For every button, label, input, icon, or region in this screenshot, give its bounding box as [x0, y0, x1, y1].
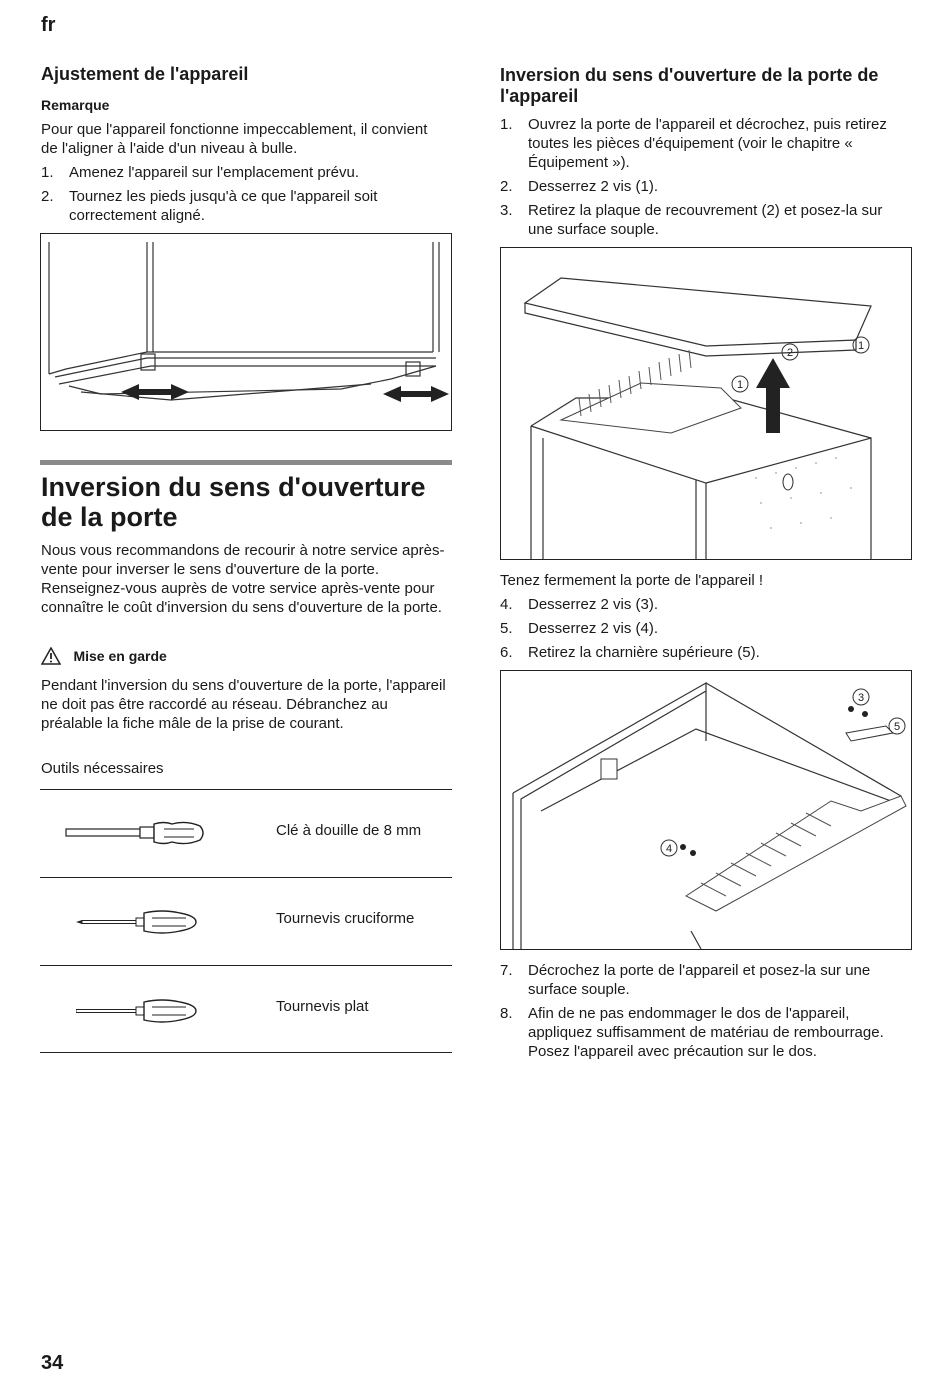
list-item: 5. Desserrez 2 vis (4).	[500, 620, 659, 637]
callout-label: 3	[857, 692, 865, 704]
page-number: 34	[41, 1352, 64, 1374]
tool-row	[40, 789, 452, 878]
adjust-steps	[41, 163, 441, 230]
intro-text: Nous vous recommandons de recourir à notre service après-vente pour inverser le sens d'ouverture de la porte. Renseignez-vous auprès de votre service après-vente pour connaître le coût d'inversion du sens d'ouverture de la porte.	[41, 542, 445, 616]
tool-label: Clé à douille de 8 mm	[276, 822, 422, 839]
figure-upper-hinge	[500, 670, 912, 950]
tool-row	[40, 877, 452, 966]
warning-heading	[41, 647, 167, 665]
steps-b	[500, 595, 910, 667]
list-item: 2. Tournez les pieds jusqu'à ce que l'appareil soit correctement aligné.	[41, 188, 378, 224]
figure-cover-plate	[500, 247, 912, 560]
right-title: Inversion du sens d'ouverture de la porte de l'appareil	[500, 65, 879, 106]
steps-c	[500, 961, 910, 1066]
callout-label: 1	[736, 379, 744, 391]
tool-label: Tournevis cruciforme	[276, 910, 415, 927]
table-bottom-rule	[40, 1052, 452, 1053]
list-item: 2. Desserrez 2 vis (1).	[500, 178, 659, 195]
warning-label: Mise en garde	[73, 648, 167, 664]
list-item: 6. Retirez la charnière supérieure (5).	[500, 644, 760, 661]
list-item: 4. Desserrez 2 vis (3).	[500, 596, 659, 613]
tool-label: Tournevis plat	[276, 998, 369, 1015]
flat-screwdriver-icon	[76, 999, 198, 1023]
list-item: 1. Amenez l'appareil sur l'emplacement prévu.	[41, 164, 360, 181]
warning-text: Pendant l'inversion du sens d'ouverture de la porte, l'appareil ne doit pas être raccordé au réseau. Débranchez au préalable la fiche mâle de la prise de courant.	[41, 677, 446, 732]
callout-label: 1	[857, 340, 865, 352]
callout-label: 2	[786, 347, 794, 359]
steps-a	[500, 115, 910, 244]
tools-label: Outils nécessaires	[41, 760, 164, 777]
remark-label: Remarque	[41, 97, 110, 113]
list-item: 7. Décrochez la porte de l'appareil et posez-la sur une surface souple.	[500, 962, 871, 998]
warning-icon	[41, 647, 61, 665]
adjust-title: Ajustement de l'appareil	[41, 64, 249, 84]
phillips-screwdriver-icon	[76, 910, 198, 934]
hold-note: Tenez fermement la porte de l'appareil !	[500, 572, 764, 589]
section-rule	[40, 460, 452, 465]
callout-label: 4	[665, 843, 673, 855]
list-item: 1. Ouvrez la porte de l'appareil et décrochez, puis retirez toutes les pièces d'équipement (voir le chapitre « Équipement »).	[500, 116, 887, 171]
list-item: 3. Retirez la plaque de recouvrement (2) et posez-la sur une surface souple.	[500, 202, 883, 238]
tool-row	[40, 965, 452, 1054]
remark-text: Pour que l'appareil fonctionne impeccablement, il convient de l'aligner à l'aide d'un niveau à bulle.	[41, 121, 428, 157]
figure-feet-adjustment	[40, 233, 452, 431]
language-code: fr	[41, 14, 56, 36]
socket-wrench-icon	[64, 820, 206, 846]
section-title: Inversion du sens d'ouverture de la porte	[41, 472, 426, 532]
list-item: 8. Afin de ne pas endommager le dos de l'appareil, appliquez suffisamment de matériau de rembourrage. Posez l'appareil avec précaution sur le dos.	[500, 1005, 884, 1060]
callout-label: 5	[893, 721, 901, 733]
